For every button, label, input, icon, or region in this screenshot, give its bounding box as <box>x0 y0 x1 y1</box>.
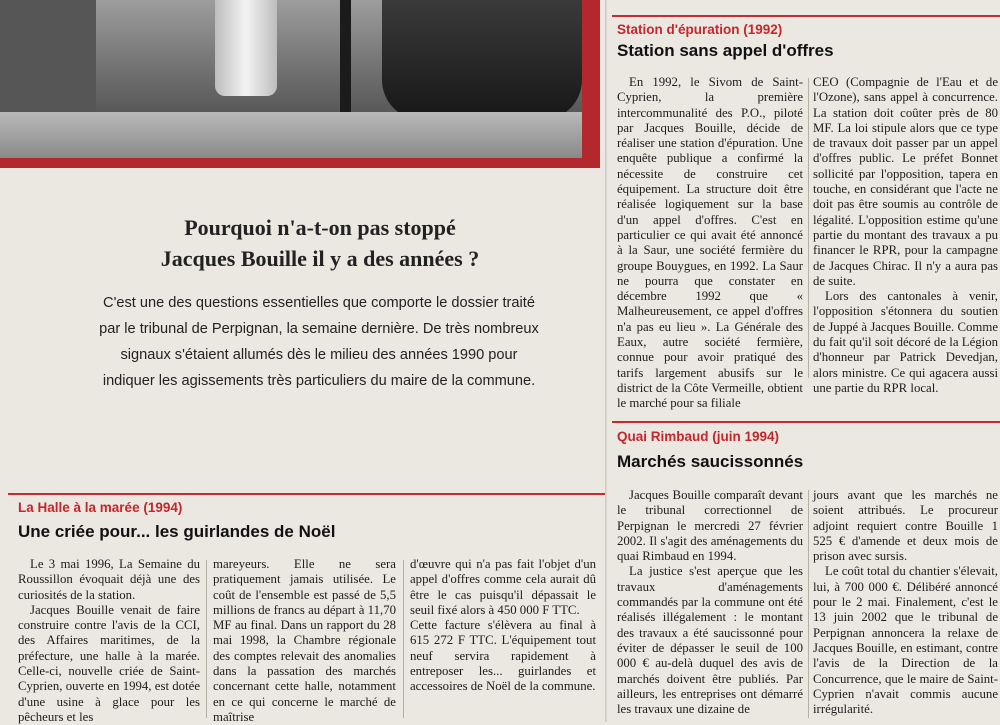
halle-rule <box>8 493 605 495</box>
station-title: Station sans appel d'offres <box>617 41 834 60</box>
quai-col1-paragraph-2: La justice s'est aperçue que les travaux d'aménagements commandés par la commune ont été réalisés illégalement : le montant des travaux a été saucissonné pour éviter de dépasser le seuil de 100 000 € au-delà duquel des avis de marchés doivent être publiés. Par ailleurs, les entreprises ont démarré les travaux une dizaine de <box>617 564 803 717</box>
halle-column-2 <box>213 557 396 724</box>
photo-figure-right <box>382 0 582 120</box>
feature-headline-line2: Jacques Bouille il y a des années ? <box>160 246 480 271</box>
halle-col1-paragraph-2: Jacques Bouille venait de faire construire contre l'avis de la CCI, des Affaires maritimes, de la préfecture, une halle à la marée. Celle-ci, nouvelle criée de Saint-Cyprien, ouverte en 1994, est dotée d'une usine à glace pour les pêcheurs et les <box>18 602 200 724</box>
feature-intro: C'est une des questions essentielles que comporte le dossier traité par le tribunal de Perpignan, la semaine dernière. De très nombreux signaux s'étaient allumés dès le milieu des années 1990 pour indiquer les agissements très particuliers du maire de la commune. <box>99 295 539 389</box>
halle-column-divider-1 <box>206 560 207 718</box>
quai-column-1 <box>617 488 803 720</box>
halle-column-divider-2 <box>403 560 404 718</box>
station-col2-paragraph-1: CEO (Compagnie de l'Eau et de l'Ozone), sans appel à concurrence. La station doit coûter près de 80 MF. La loi stipule alors que ce type de travaux doit passer par un appel d'offres public. Le préfet Bonnet sollicité par l'opposition, tapera en touche, en considérant que l'acte ne doit pas être soumis au contrôle de légalité. L'opposition estime qu'une partie du montant des travaux a pu financer le RPR, pour la campagne de Jacques Chirac. Il n'y a aura pas de suite. <box>813 75 998 288</box>
photo-frame-bottom <box>0 158 600 168</box>
station-column-divider <box>808 78 809 378</box>
quai-col2-paragraph-2: Le coût total du chantier s'élevait, lui, à 700 000 €. Délibéré annoncé pour le 2 mai. Finalement, c'est le 13 juin 2002 que le tribunal de Perpignan annoncera la relaxe de Jacques Bouille, en estimant, contre l'avis de la Direction de la Concurrence, que le maire de Saint-Cyprien n'avait commis aucune irrégularité. <box>813 564 998 717</box>
quai-column-divider <box>808 490 809 718</box>
quai-column-2 <box>813 488 998 720</box>
station-rule <box>612 15 1000 17</box>
quai-title: Marchés saucissonnés <box>617 452 804 471</box>
photo-table <box>0 112 582 158</box>
halle-col2-paragraph-1: mareyeurs. Elle ne sera pratiquement jamais utilisée. Le coût de l'ensemble est passé de 5,5 millions de francs au départ à 11,70 MF au final. Dans un rapport du 28 mai 1998, la Chambre régionale des comptes relevait des anomalies dans la passation des marchés concernant cette halle, notamment en ce qui concerne le marché de maîtrise <box>213 557 396 724</box>
halle-col1-paragraph-1: Le 3 mai 1996, La Semaine du Roussillon évoquait déjà une des curiosités de la station. <box>18 557 200 602</box>
quai-rule <box>612 421 1000 423</box>
halle-col3-paragraph-1: d'œuvre qui n'a pas fait l'objet d'un appel d'offres comme cela aurait dû être le cas puisqu'il dépassait le seuil fixé alors à 450 000 F TTC. <box>410 557 596 617</box>
halle-column-3 <box>410 557 596 720</box>
quai-col1-paragraph-1: Jacques Bouille comparaît devant le tribunal correctionnel de Perpignan le mercredi 27 février 2002. Il s'agit des aménagements du quai Rimbaud en 1994. <box>617 488 803 564</box>
station-column-2 <box>813 75 998 395</box>
station-column-1 <box>617 75 803 411</box>
news-photo <box>0 0 582 158</box>
photo-water-bottle <box>215 0 277 96</box>
quai-kicker: Quai Rimbaud (juin 1994) <box>617 429 780 444</box>
feature-headline-line1: Pourquoi n'a-t-on pas stoppé <box>184 215 456 240</box>
station-col2-paragraph-2: Lors des cantonales à venir, l'opposition s'étonnera du soutien de Juppé à Jacques Bouille. Comme du fait qu'il soit décoré de la Légion d'honneur par Patrick Devedjan, alors ministre. Ce qui agacera aussi une partie du RPR local. <box>813 289 998 395</box>
halle-col3-paragraph-2: Cette facture s'élèvera au final à 615 272 F TTC. L'équipement tout neuf servira rapidement à entreposer les... guirlandes et accessoires de Noël de la commune. <box>410 618 596 694</box>
halle-title: Une criée pour... les guirlandes de Noël <box>18 522 336 541</box>
station-col1-paragraph-1: En 1992, le Sivom de Saint-Cyprien, la première intercommunalité des P.O., piloté par Jacques Bouille, décide de réaliser une station d'épuration. Une enquête publique a confirmé la nécessite de construire cet équipement. La structure doit être réalisée logiquement sur la base d'un appel d'offres. C'est en particulier ce qui avait été annoncé à la Saur, une société fermière du groupe Bouygues, en 1992. La Saur ne pourra que constater en décembre 1992 que « Malheureusement, ce appel d'offres n'a pas eu lieu ». La Générale des Eaux, autre société fermière, connue pour avoir pratiqué des tarifs largement abusifs sur le district de la Côte Vermeille, obtient le marché pour sa filiale <box>617 75 803 411</box>
halle-column-1 <box>18 557 200 724</box>
feature-headline <box>80 212 560 274</box>
photo-microphone <box>340 0 351 112</box>
station-kicker: Station d'épuration (1992) <box>617 22 783 37</box>
quai-col2-paragraph-1: jours avant que les marchés ne soient attribués. Le procureur adjoint requiert contre Bouille 1 525 € d'amende et deux mois de prison avec sursis. <box>813 488 998 564</box>
halle-kicker: La Halle à la marée (1994) <box>18 500 183 515</box>
photo-frame-right <box>582 0 600 168</box>
page-fold <box>605 0 608 722</box>
